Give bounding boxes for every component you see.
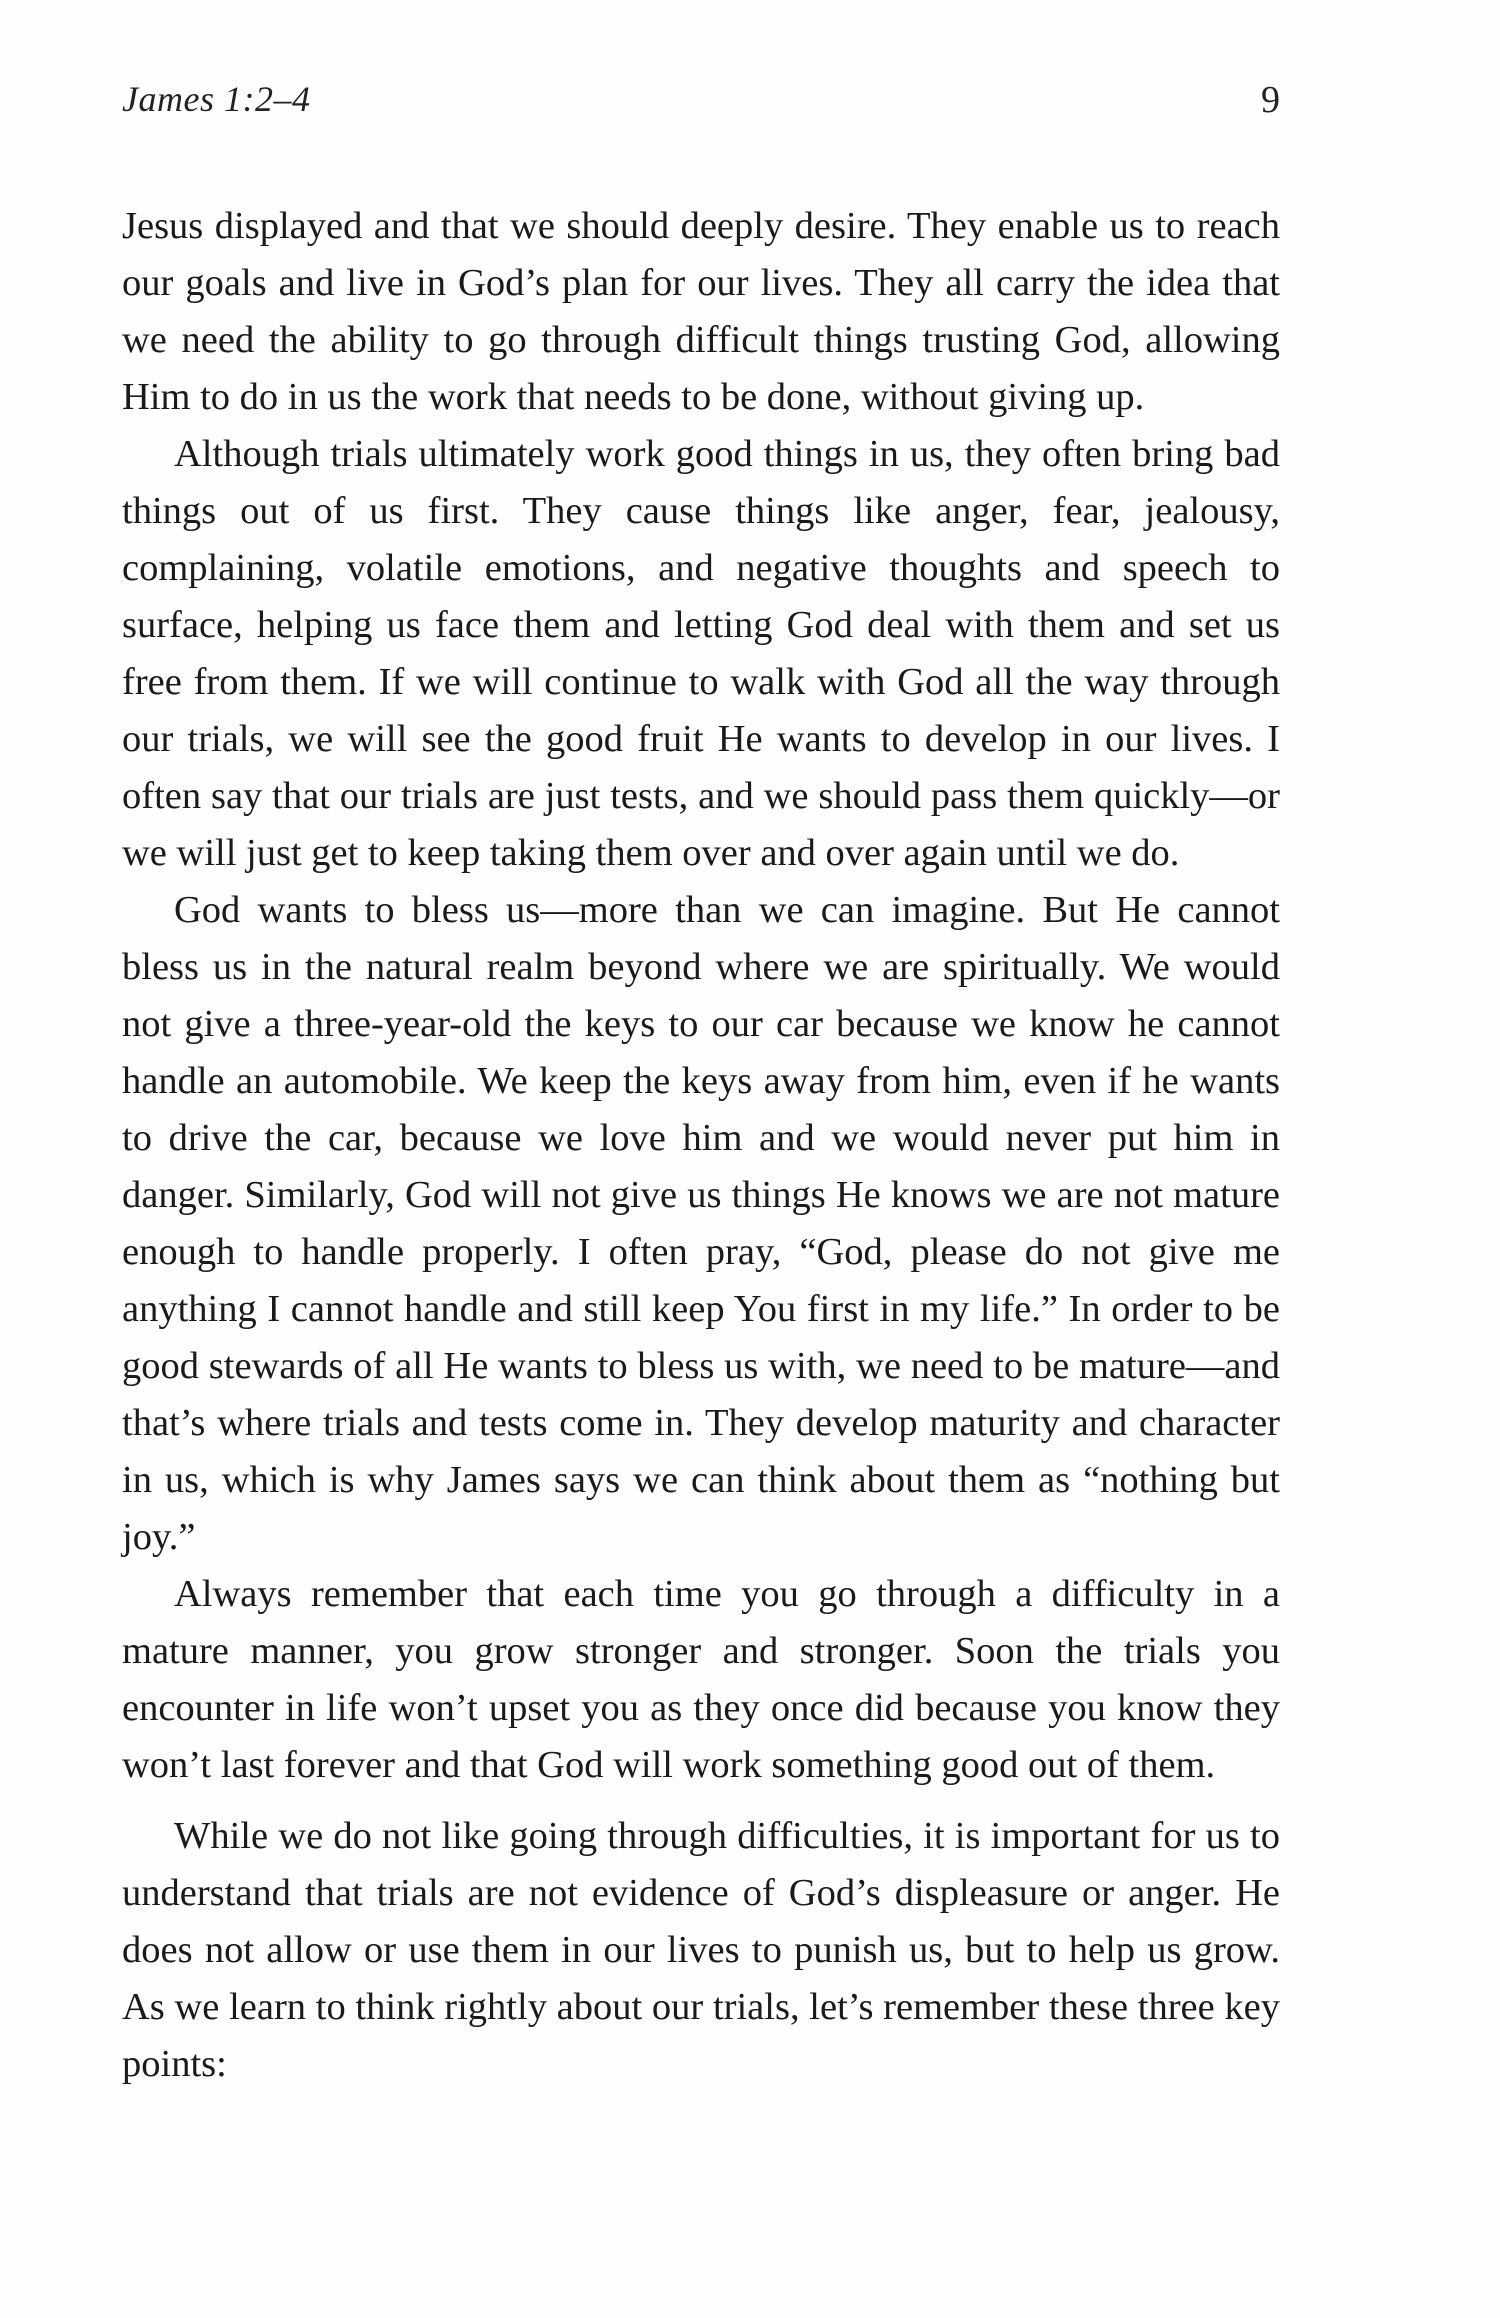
page-number: 9 xyxy=(1261,79,1280,121)
paragraph-4: Always remember that each time you go through a difficulty in a mature manner, you grow stronger and stronger. Soon the trials you encounter in life won’t upset you as they once did because you know they won’t last forever and that God will work something good out of them. xyxy=(122,1573,1280,1786)
paragraph-5: While we do not like going through difficulties, it is important for us to understand that trials are not evidence of God’s displeasure or anger. He does not allow or use them in our lives to punish us, but to help us grow. As we learn to think rightly about our trials, let’s remember these three key points: xyxy=(122,1815,1280,2085)
body-text xyxy=(122,198,1280,2093)
paragraph-2: Although trials ultimately work good things in us, they often bring bad things out of us first. They cause things like anger, fear, jealousy, complaining, volatile emotions, and negative thoughts and speech to surface, helping us face them and letting God deal with them and set us free from them. If we will continue to walk with God all the way through our trials, we will see the good fruit He wants to develop in our lives. I often say that our trials are just tests, and we should pass them quickly—or we will just get to keep taking them over and over again until we do. xyxy=(122,433,1280,874)
paragraph-1: Jesus displayed and that we should deeply desire. They enable us to reach our goals and live in God’s plan for our lives. They all carry the idea that we need the ability to go through difficult things trusting God, allowing Him to do in us the work that needs to be done, without giving up. xyxy=(122,205,1280,418)
running-head: James 1:2–4 xyxy=(122,79,311,119)
paragraph-3: God wants to bless us—more than we can imagine. But He cannot bless us in the natural realm beyond where we are spiritually. We would not give a three-year-old the keys to our car because we know he cannot handle an automobile. We keep the keys away from him, even if he wants to drive the car, because we love him and we would never put him in danger. Similarly, God will not give us things He knows we are not mature enough to handle properly. I often pray, “God, please do not give me anything I cannot handle and still keep You first in my life.” In order to be good stewards of all He wants to bless us with, we need to be mature—and that’s where trials and tests come in. They develop maturity and character in us, which is why James says we can think about them as “nothing but joy.” xyxy=(122,889,1280,1558)
